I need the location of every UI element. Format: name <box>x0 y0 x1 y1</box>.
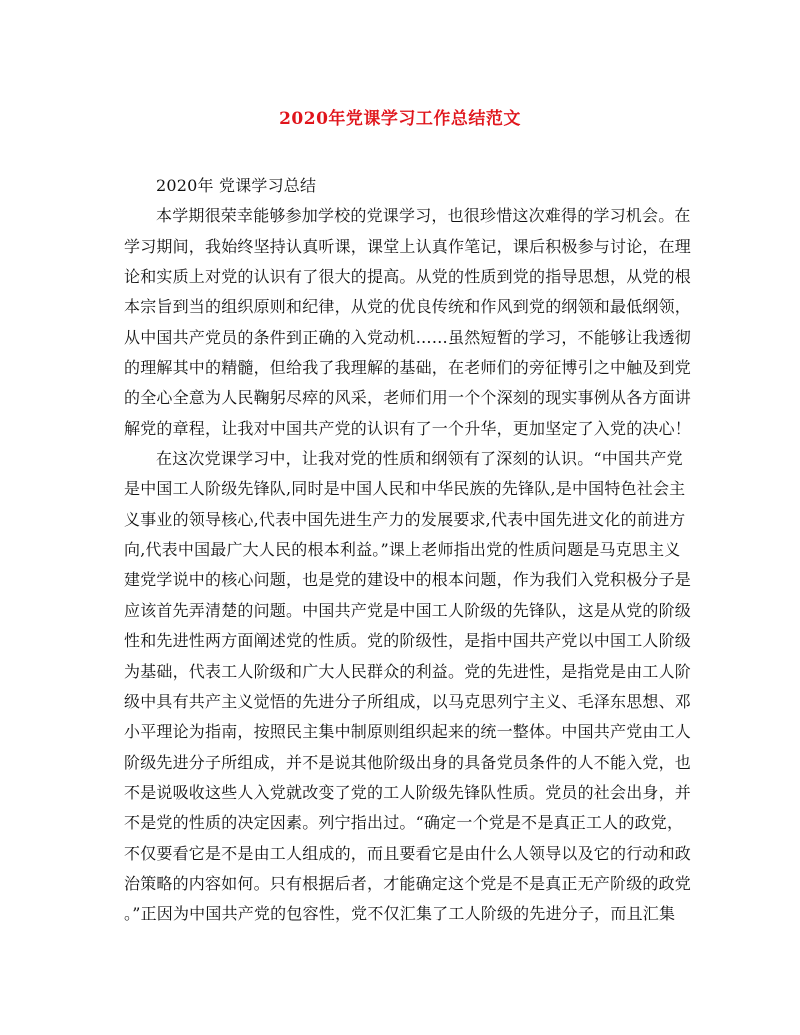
paragraph-line: 不是说吸收这些人入党就改变了党的工人阶级先锋队性质。党员的社会出身，并 <box>124 782 692 802</box>
paragraph-line: 本宗旨到当的组织原则和纪律，从党的优良传统和作风到党的纲领和最低纲领， <box>124 297 692 317</box>
paragraph-line: 不是党的性质的决定因素。列宁指出过。“确定一个党是不是真正工人的政党， <box>124 813 684 833</box>
paragraph-line: 向,代表中国最广大人民的根本利益。”课上老师指出党的性质问题是马克思主义 <box>124 540 681 560</box>
paragraph-line: 的理解其中的精髓，但给我了我理解的基础，在老师们的旁征博引之中触及到党 <box>124 358 692 378</box>
document-body <box>124 171 692 930</box>
paragraph-line: 是中国工人阶级先锋队,同时是中国人民和中华民族的先锋队,是中国特色社会主 <box>124 479 686 499</box>
paragraph-line: 本学期很荣幸能够参加学校的党课学习，也很珍惜这次难得的学习机会。在 <box>156 206 691 226</box>
paragraph-line: 论和实质上对党的认识有了很大的提高。从党的性质到党的指导思想，从党的根 <box>124 267 692 287</box>
paragraph-line: 不仅要看它是不是由工人组成的，而且要看它是由什么人领导以及它的行动和政 <box>124 843 692 863</box>
document-title: 2020年党课学习工作总结范文 <box>279 109 521 129</box>
paragraph-line: 解党的章程，让我对中国共产党的认识有了一个升华，更加坚定了入党的决心！ <box>124 418 692 438</box>
paragraph-line: 在这次党课学习中，让我对党的性质和纲领有了深刻的认识。“中国共产党 <box>156 449 683 469</box>
section-heading: 2020年 党课学习总结 <box>156 176 317 195</box>
paragraph-line: 应该首先弄清楚的问题。中国共产党是中国工人阶级的先锋队，这是从党的阶级 <box>124 600 692 620</box>
paragraph-line: 为基础，代表工人阶级和广大人民群众的利益。党的先进性，是指党是由工人阶 <box>124 661 692 681</box>
paragraph-line: 小平理论为指南，按照民主集中制原则组织起来的统一整体。中国共产党由工人 <box>124 722 692 742</box>
paragraph-line: 的全心全意为人民鞠躬尽瘁的风采，老师们用一个个深刻的现实事例从各方面讲 <box>124 388 692 408</box>
paragraph-line: 治策略的内容如何。只有根据后者，才能确定这个党是不是真正无产阶级的政党 <box>124 873 692 893</box>
paragraph-line: 从中国共产党员的条件到正确的入党动机……虽然短暂的学习，不能够让我透彻 <box>124 327 692 347</box>
paragraph-line: 阶级先进分子所组成，并不是说其他阶级出身的具备党员条件的人不能入党，也 <box>124 752 692 772</box>
paragraph-line: 级中具有共产主义觉悟的先进分子所组成，以马克思列宁主义、毛泽东思想、邓 <box>124 691 692 711</box>
paragraph-line: 建党学说中的核心问题，也是党的建设中的根本问题，作为我们入党积极分子是 <box>124 570 692 590</box>
paragraph-line: 义事业的领导核心,代表中国先进生产力的发展要求,代表中国先进文化的前进方 <box>124 509 686 529</box>
paragraph-line: 。”正因为中国共产党的包容性，党不仅汇集了工人阶级的先进分子，而且汇集 <box>124 904 676 924</box>
paragraph-line: 学习期间，我始终坚持认真听课，课堂上认真作笔记，课后积极参与讨论，在理 <box>124 236 692 256</box>
paragraph-line: 性和先进性两方面阐述党的性质。党的阶级性，是指中国共产党以中国工人阶级 <box>124 631 692 651</box>
